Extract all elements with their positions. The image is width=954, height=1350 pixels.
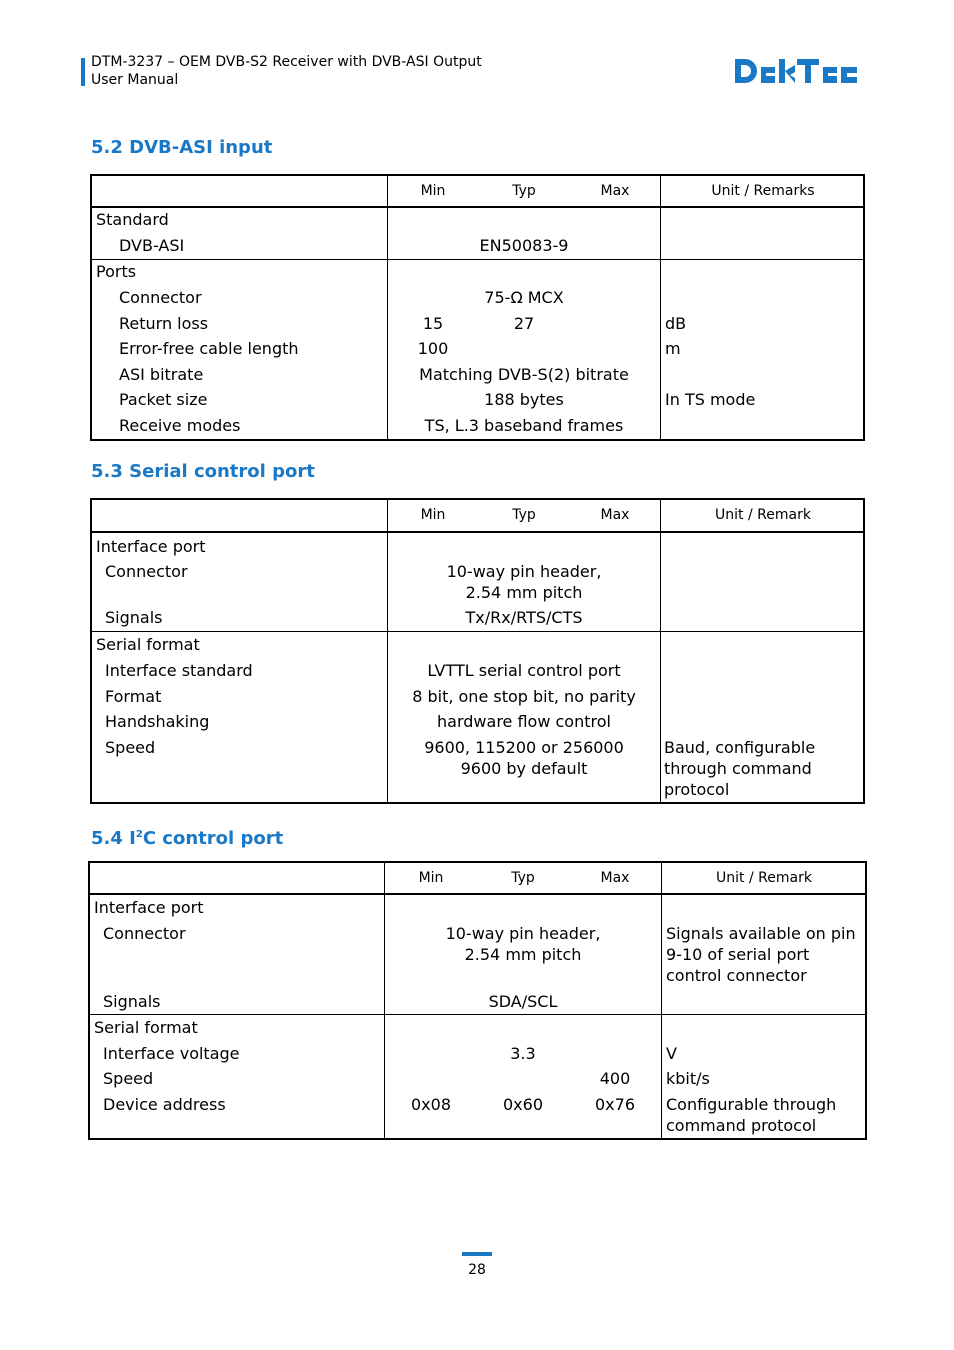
row-addr-label: Device address	[103, 1095, 226, 1114]
row-receive-typ: TS, L.3 baseband frames	[424, 416, 624, 435]
row-signals-typ: SDA/SCL	[488, 992, 558, 1011]
dektec-logo	[735, 55, 865, 93]
row-handshaking-label: Handshaking	[105, 712, 210, 731]
row-dvb-asi-label: DVB-ASI	[119, 236, 185, 255]
row-addr-min: 0x08	[410, 1095, 452, 1114]
col-typ-header: Typ	[512, 507, 536, 523]
row-signals-label: Signals	[103, 992, 161, 1011]
col-max-header: Max	[600, 870, 630, 886]
row-receive-label: Receive modes	[119, 416, 241, 435]
row-connector-label: Connector	[103, 924, 186, 943]
group-serial-format: Serial format	[94, 1018, 198, 1037]
row-asi-bitrate-label: ASI bitrate	[119, 365, 204, 384]
row-speed-typ-1: 9600, 115200 or 256000	[424, 738, 624, 757]
group-serial-format: Serial format	[96, 635, 200, 654]
row-cable-label: Error-free cable length	[119, 339, 299, 358]
row-format-label: Format	[105, 687, 162, 706]
row-return-loss-label: Return loss	[119, 314, 209, 333]
row-asi-bitrate-typ: Matching DVB-S(2) bitrate	[419, 365, 629, 384]
row-speed-unit: kbit/s	[666, 1069, 710, 1088]
row-connector-typ-1: 10-way pin header,	[446, 562, 602, 581]
row-packet-unit: In TS mode	[665, 390, 756, 409]
row-return-loss-min: 15	[422, 314, 444, 333]
section-title-5-3: 5.3 Serial control port	[91, 461, 315, 482]
row-handshaking-typ: hardware flow control	[437, 712, 611, 731]
section-title-5-4: 5.4 $I^2C$ control port	[91, 828, 284, 849]
col-unit-header: Unit / Remark	[715, 507, 811, 523]
serial-control-port-table	[90, 498, 865, 804]
row-dvb-asi-typ: EN50083-9	[479, 236, 569, 255]
header-accent-bar	[81, 58, 85, 86]
col-min-header: Min	[420, 507, 446, 523]
row-packet-typ: 188 bytes	[484, 390, 564, 409]
row-connector-label: Connector	[105, 562, 188, 581]
row-speed-typ-2: 9600 by default	[460, 759, 588, 778]
row-iface-v-typ: 3.3	[510, 1044, 536, 1063]
row-connector-typ-1: 10-way pin header,	[445, 924, 601, 943]
col-typ-header: Typ	[512, 183, 536, 199]
row-speed-label: Speed	[105, 738, 156, 757]
row-iface-std-typ: LVTTL serial control port	[427, 661, 621, 680]
group-standard: Standard	[96, 210, 169, 229]
col-min-header: Min	[420, 183, 446, 199]
row-speed-unit-2: through command	[664, 759, 812, 778]
dvb-asi-input-table	[90, 174, 865, 441]
row-packet-label: Packet size	[119, 390, 208, 409]
row-addr-unit-2: command protocol	[666, 1116, 817, 1135]
row-format-typ: 8 bit, one stop bit, no parity	[412, 687, 636, 706]
row-speed-unit-3: protocol	[664, 780, 730, 799]
col-unit-header: Unit / Remark	[716, 870, 812, 886]
row-return-loss-unit: dB	[665, 314, 687, 333]
row-connector-label: Connector	[119, 288, 202, 307]
group-ports: Ports	[96, 262, 137, 281]
document-subtitle: User Manual	[91, 72, 179, 88]
row-connector-typ: 75-Ω MCX	[484, 288, 564, 307]
row-iface-v-label: Interface voltage	[103, 1044, 240, 1063]
row-connector-typ-2: 2.54 mm pitch	[465, 583, 583, 602]
group-interface-port: Interface port	[94, 898, 204, 917]
row-speed-max: 400	[599, 1069, 631, 1088]
row-signals-label: Signals	[105, 608, 163, 627]
group-interface-port: Interface port	[96, 537, 206, 556]
row-iface-v-unit: V	[666, 1044, 677, 1063]
col-max-header: Max	[600, 507, 630, 523]
row-return-loss-typ: 27	[513, 314, 535, 333]
row-cable-min: 100	[417, 339, 449, 358]
page-number: 28	[468, 1262, 486, 1278]
col-unit-header: Unit / Remarks	[711, 183, 815, 199]
page-number-bar	[462, 1252, 492, 1256]
row-speed-label: Speed	[103, 1069, 154, 1088]
row-cable-unit: m	[665, 339, 681, 358]
row-connector-typ-2: 2.54 mm pitch	[464, 945, 582, 964]
row-speed-unit-1: Baud, configurable	[664, 738, 816, 757]
col-max-header: Max	[600, 183, 630, 199]
section-title-5-2: 5.2 DVB-ASI input	[91, 137, 273, 158]
document-header	[91, 53, 482, 89]
row-addr-unit-1: Configurable through	[666, 1095, 837, 1114]
row-addr-typ: 0x60	[502, 1095, 544, 1114]
row-addr-max: 0x76	[594, 1095, 636, 1114]
document-title: DTM-3237 – OEM DVB-S2 Receiver with DVB-ASI Output	[91, 54, 482, 70]
row-connector-unit-1: Signals available on pin	[666, 924, 856, 943]
row-connector-unit-3: control connector	[666, 966, 807, 985]
col-typ-header: Typ	[511, 870, 535, 886]
row-iface-std-label: Interface standard	[105, 661, 253, 680]
i2c-control-port-table	[88, 861, 867, 1140]
row-signals-typ: Tx/Rx/RTS/CTS	[465, 608, 583, 627]
row-connector-unit-2: 9-10 of serial port	[666, 945, 810, 964]
col-min-header: Min	[418, 870, 444, 886]
